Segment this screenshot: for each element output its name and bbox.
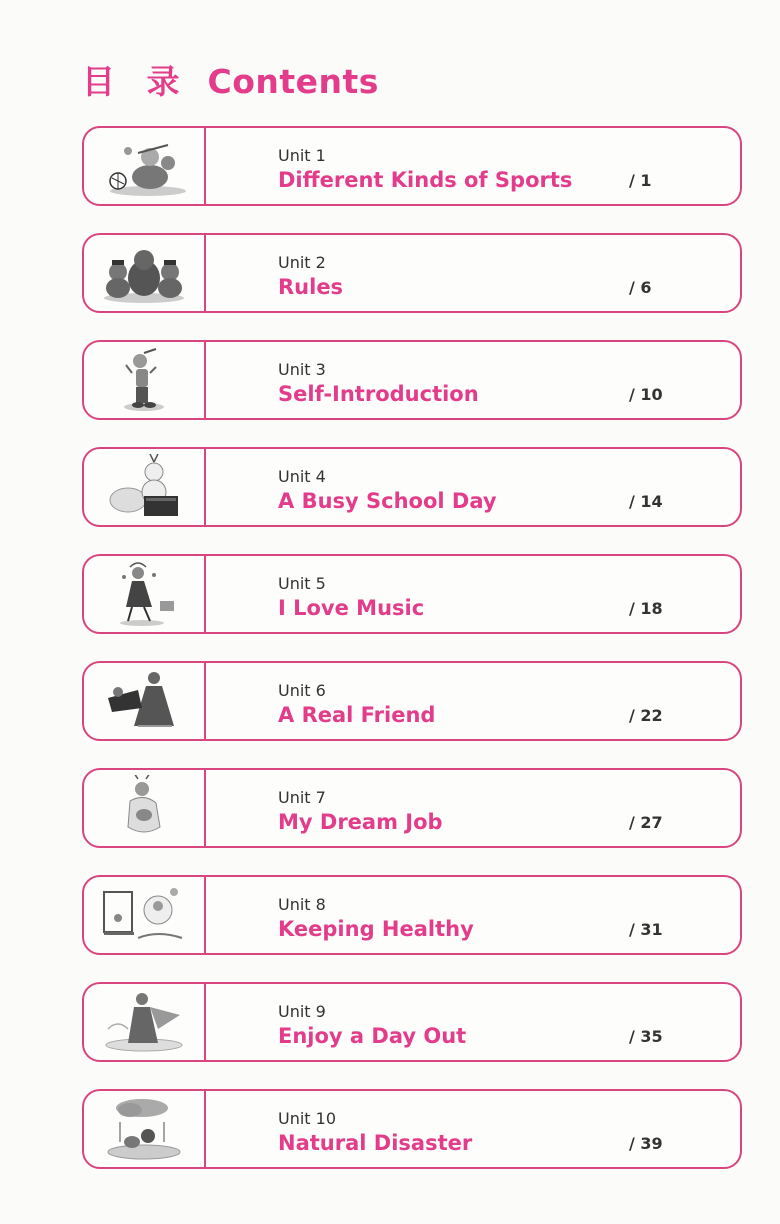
unit-illustration: [84, 235, 206, 311]
goofy-character-icon: [98, 347, 190, 413]
page-number: / 27: [629, 813, 663, 832]
page-number: / 6: [629, 278, 652, 297]
unit-title[interactable]: My Dream Job: [278, 810, 443, 834]
page-number: / 18: [629, 599, 663, 618]
unit-card-6[interactable]: [82, 661, 742, 741]
unit-number: Unit 3: [278, 360, 326, 379]
unit-card-7[interactable]: [82, 768, 742, 848]
unit-title[interactable]: Keeping Healthy: [278, 917, 474, 941]
unit-illustration: [84, 663, 206, 739]
unit-number: Unit 1: [278, 146, 326, 165]
unit-title[interactable]: I Love Music: [278, 596, 425, 620]
unit-title[interactable]: Self-Introduction: [278, 382, 479, 406]
unit-number: Unit 8: [278, 895, 326, 914]
page-number: / 39: [629, 1134, 663, 1153]
unit-card-1[interactable]: [82, 126, 742, 206]
unit-number: Unit 7: [278, 788, 326, 807]
page-number: / 1: [629, 171, 652, 190]
unit-number: Unit 5: [278, 574, 326, 593]
unit-title[interactable]: A Busy School Day: [278, 489, 497, 513]
princess-ice-icon: [98, 989, 190, 1055]
unit-card-5[interactable]: [82, 554, 742, 634]
unit-card-2[interactable]: [82, 233, 742, 313]
character-pose-icon: [98, 775, 190, 841]
exercise-scene-icon: [98, 882, 190, 948]
unit-card-10[interactable]: [82, 1089, 742, 1169]
unit-illustration: [84, 556, 206, 632]
unit-number: Unit 2: [278, 253, 326, 272]
unit-number: Unit 6: [278, 681, 326, 700]
unit-title[interactable]: A Real Friend: [278, 703, 436, 727]
title-english: Contents: [207, 62, 379, 101]
unit-illustration: [84, 342, 206, 418]
unit-number: Unit 10: [278, 1109, 337, 1128]
page-number: / 14: [629, 492, 663, 511]
unit-title[interactable]: Enjoy a Day Out: [278, 1024, 467, 1048]
princess-friends-icon: [98, 668, 190, 734]
sports-characters-icon: [98, 133, 190, 199]
unit-card-4[interactable]: [82, 447, 742, 527]
stormy-scene-icon: [98, 1096, 190, 1162]
unit-illustration: [84, 449, 206, 525]
unit-title[interactable]: Rules: [278, 275, 344, 299]
page-number: / 35: [629, 1027, 663, 1046]
unit-illustration: [84, 984, 206, 1060]
unit-number: Unit 4: [278, 467, 326, 486]
bear-group-icon: [98, 240, 190, 306]
page-number: / 22: [629, 706, 663, 725]
page-number: / 31: [629, 920, 663, 939]
unit-illustration: [84, 128, 206, 204]
snowman-reading-icon: [98, 454, 190, 520]
dancing-girl-icon: [98, 561, 190, 627]
unit-card-8[interactable]: [82, 875, 742, 955]
unit-title[interactable]: Different Kinds of Sports: [278, 168, 573, 192]
unit-title[interactable]: Natural Disaster: [278, 1131, 473, 1155]
unit-illustration: [84, 877, 206, 953]
page-number: / 10: [629, 385, 663, 404]
unit-card-3[interactable]: [82, 340, 742, 420]
unit-number: Unit 9: [278, 1002, 326, 1021]
page-title: [82, 56, 379, 103]
unit-illustration: [84, 770, 206, 846]
unit-list: [82, 126, 742, 1196]
unit-card-9[interactable]: [82, 982, 742, 1062]
unit-illustration: [84, 1091, 206, 1167]
title-chinese: 目 录: [82, 62, 190, 101]
